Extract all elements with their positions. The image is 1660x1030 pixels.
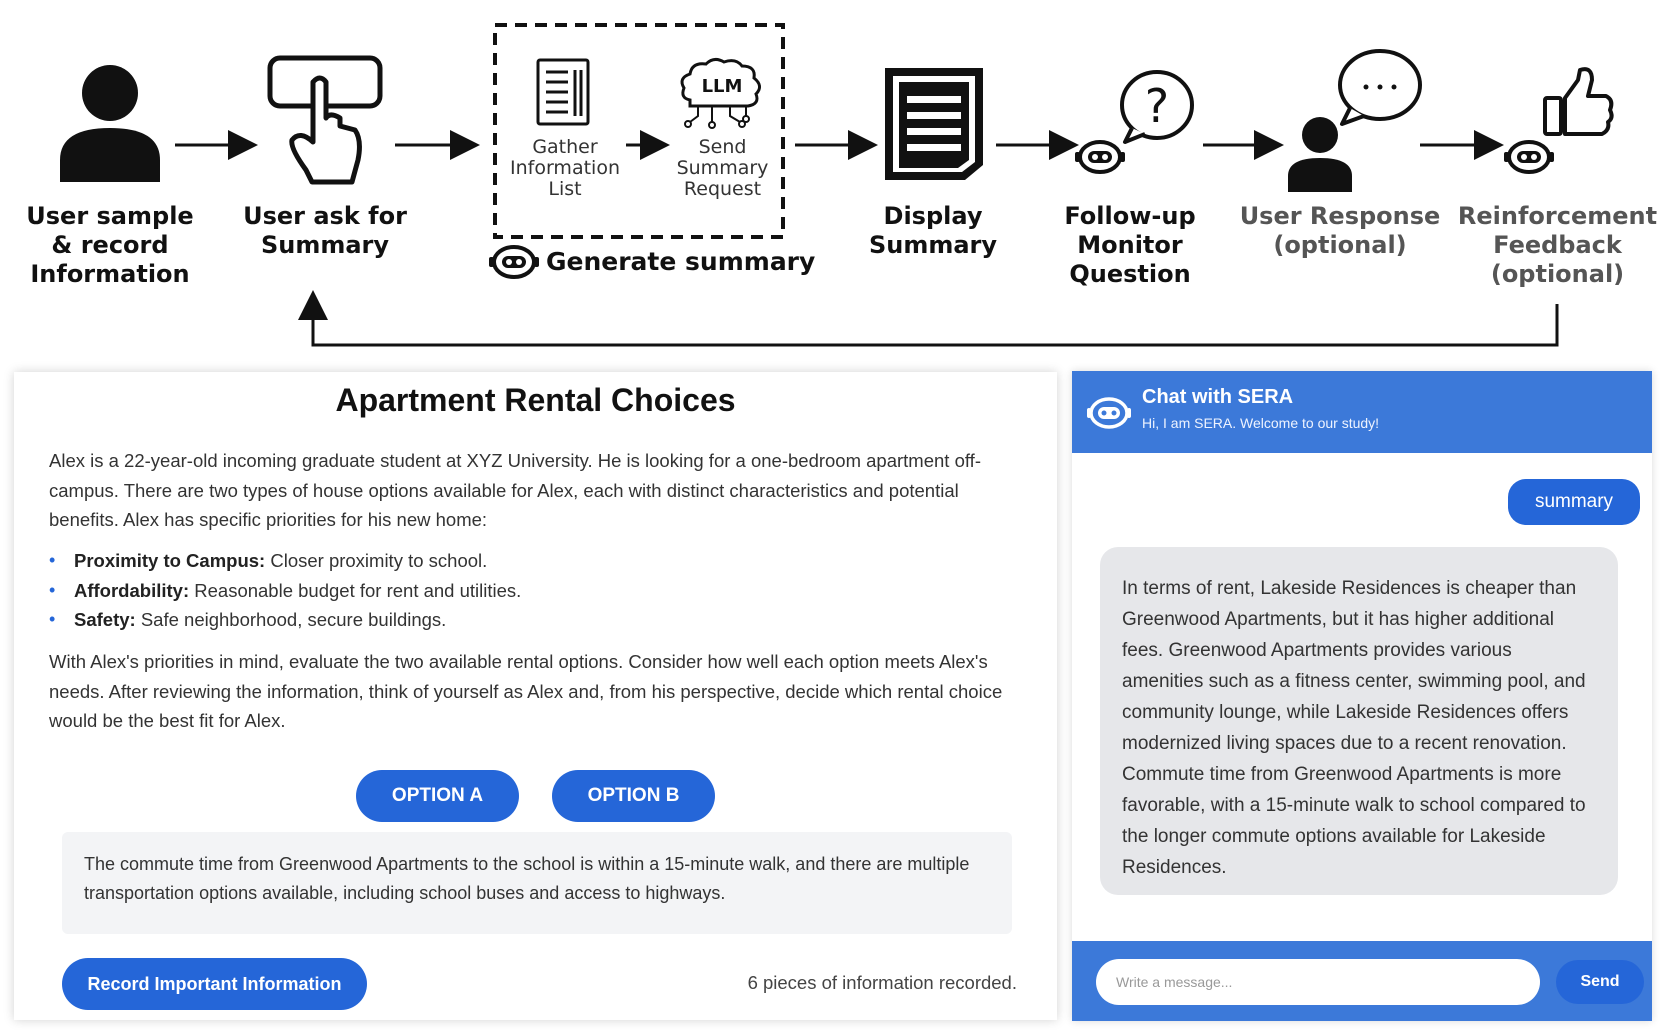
- chat-panel: [1072, 371, 1652, 1021]
- step-label-text: Reinforcement Feedback (optional): [1457, 202, 1658, 288]
- touch-screen-icon: [270, 58, 380, 182]
- priority-name: Proximity to Campus:: [74, 550, 266, 571]
- summary-document-icon: [885, 68, 983, 180]
- question-bubble-icon: [1122, 72, 1192, 142]
- workflow-graphics: [0, 0, 1660, 360]
- person-icon: [1288, 117, 1352, 192]
- chat-title: Chat with SERA: [1142, 386, 1294, 408]
- thumbs-up-icon: [1545, 69, 1612, 134]
- step-label-text: Follow-up Monitor Question: [1064, 202, 1196, 288]
- priority-list: [49, 546, 949, 635]
- robot-icon: [1075, 142, 1125, 172]
- priority-text: Closer proximity to school.: [270, 550, 488, 571]
- priority-text: Reasonable budget for rent and utilities.: [194, 579, 522, 601]
- step-label-text: User ask for Summary: [243, 202, 407, 259]
- scenario-intro: Alex is a 22-year-old incoming graduate student at XYZ University. He is looking for a one-bedroom apartment off-campus. There are two types of house options available for Alex, each with distinct characteristics and potential benefits. Alex has specific priorities for his new home:: [49, 450, 981, 530]
- step-label-user-response: [1225, 202, 1455, 260]
- step-label-text: User sample & record Information: [26, 202, 194, 288]
- generate-summary-label: Generate summary: [546, 247, 816, 276]
- user-message-bubble: summary: [1508, 479, 1640, 525]
- priority-text: Safe neighborhood, secure buildings.: [140, 609, 447, 630]
- robot-icon: [1504, 142, 1554, 172]
- generate-summary-group: [495, 25, 783, 237]
- list-item: • Safety: Safe neighborhood, secure buildings.: [49, 609, 447, 630]
- llm-label: LLM: [701, 76, 743, 97]
- step-label-text: User Response (optional): [1239, 202, 1441, 259]
- list-item: • Affordability: Reasonable budget for rent and utilities.: [49, 579, 522, 601]
- robot-icon: [1084, 393, 1134, 433]
- feedback-loop-arrow: [313, 296, 1557, 345]
- step-label-text: Display Summary: [868, 202, 998, 259]
- bot-message-bubble: In terms of rent, Lakeside Residences is cheaper than Greenwood Apartments, but it has higher additional fees. Greenwood Apartments provides various amenities such as a fitness center, swimming pool, and community lounge, while Lakeside Residences offers modernized living spaces due to a recent renovation. Commute time from Greenwood Apartments is more favorable, with a 15-minute walk to school compared to the longer commute options available for Lakeside Residences.: [1100, 547, 1618, 895]
- inner-step-label-text: Gather Information List: [510, 136, 620, 200]
- speech-bubble-icon: [1340, 51, 1420, 124]
- step-label-reinforcement: [1455, 202, 1660, 289]
- chat-subtitle: Hi, I am SERA. Welcome to our study!: [1142, 415, 1380, 431]
- send-button[interactable]: Send: [1556, 960, 1644, 1004]
- step-label-follow-up: [1030, 202, 1230, 289]
- inner-label-send: [655, 137, 790, 200]
- priority-name: Safety:: [74, 609, 136, 630]
- chat-header: [1072, 371, 1652, 453]
- message-input[interactable]: [1096, 959, 1540, 1005]
- inner-label-gather: [500, 137, 630, 200]
- svg-text:?: ?: [1144, 79, 1170, 133]
- workflow-diagram: [0, 0, 1660, 360]
- page-title: Apartment Rental Choices: [335, 382, 736, 418]
- llm-brain-icon: [682, 59, 760, 128]
- document-list-icon: [538, 60, 588, 124]
- option-a-button[interactable]: OPTION A: [356, 770, 519, 822]
- chat-footer: [1072, 941, 1652, 1021]
- priority-name: Affordability:: [74, 579, 190, 601]
- list-item: • Proximity to Campus: Closer proximity to school.: [49, 550, 488, 571]
- robot-icon: [489, 247, 539, 277]
- step-label-ask-summary: [225, 202, 425, 260]
- inner-step-label-text: Send Summary Request: [676, 136, 769, 200]
- step-label-display-summary: [833, 202, 1033, 260]
- option-b-button[interactable]: OPTION B: [552, 770, 715, 822]
- record-information-button[interactable]: Record Important Information: [62, 958, 367, 1010]
- information-display: The commute time from Greenwood Apartments to the school is within a 15-minute walk, and there are multiple transportation options available, including school buses and access to highways.: [62, 832, 1012, 934]
- record-status-text: 6 pieces of information recorded.: [747, 972, 1017, 993]
- scenario-instructions: With Alex's priorities in mind, evaluate the two available rental options. Consider how well each option meets Alex's needs. After reviewing the information, think of yourself as Alex and, from his perspective, decide which rental choice would be the best fit for Alex.: [49, 651, 1003, 731]
- scenario-panel: [14, 372, 1057, 1020]
- step-label-sample-record: [10, 202, 210, 289]
- person-icon: [60, 65, 160, 182]
